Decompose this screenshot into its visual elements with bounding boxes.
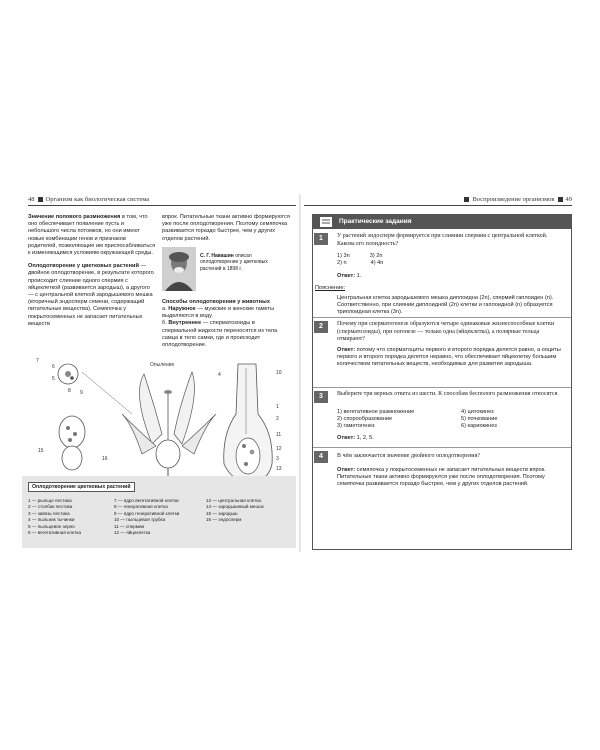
task-number-4: 4 xyxy=(314,451,328,463)
legend-item: 15 — зародыш xyxy=(206,510,238,516)
task-1-question: У растений эндосперм формируется при слиянии спермия с центральной клеткой. Какова его плоидность? xyxy=(337,233,548,247)
legend-column-1 xyxy=(28,498,81,536)
paragraph-continued: впрок. Питательные ткани активно формируются уже после оплодотворения. Поэтому семяпочка развивается гораздо быстрее, чем у других отделов растений. xyxy=(162,214,290,242)
fig-label-13: 13 xyxy=(276,466,282,472)
fig-label-11: 11 xyxy=(276,432,282,438)
paragraph-internal xyxy=(162,320,290,349)
figure-legend xyxy=(22,476,296,548)
term-bold: Значение полового размножения xyxy=(28,214,121,220)
left-header-rule xyxy=(28,205,296,206)
fig-label-6: 6 xyxy=(52,364,55,370)
fig-label-7: 7 xyxy=(36,358,39,364)
task-2-answer xyxy=(337,347,565,368)
list-prefix: б. xyxy=(162,320,169,327)
paragraph-text: — мужские и женские гаметы выделяются в воду. xyxy=(162,306,275,320)
legend-item: 8 — генеративная клетка xyxy=(114,504,168,510)
task-number-3: 3 xyxy=(314,391,328,403)
option: 1) вегетативное размножение xyxy=(337,409,415,415)
legend-item: 2 — столбик пестика xyxy=(28,504,73,510)
term-bold: Внутреннее xyxy=(168,320,202,327)
option: 6) кариокинез xyxy=(461,423,497,429)
right-running-head xyxy=(461,196,572,203)
practice-title: Практические задания xyxy=(339,218,412,225)
task-separator xyxy=(313,387,571,388)
task-3-answer xyxy=(337,435,565,442)
right-running-title: Воспроизведение организмов xyxy=(472,196,555,203)
pencil-icon xyxy=(319,216,333,228)
task-4-question: В чём заключается значение двойного оплодотворения? xyxy=(337,453,480,459)
left-running-head xyxy=(28,196,149,203)
legend-item: 7 — ядро вегетативной клетки xyxy=(114,498,179,503)
legend-item: 9 — ядро генеративной клетки xyxy=(114,510,180,516)
task-4-answer xyxy=(337,467,565,488)
legend-item: 6 — вегетативная клетка xyxy=(28,530,82,536)
portrait-image xyxy=(162,247,196,291)
left-page xyxy=(22,194,300,552)
left-running-title: Организм как биологическая система xyxy=(45,196,150,203)
portrait-caption-text: описал оплодотворение у цветковых растений в 1898 г. xyxy=(200,252,268,272)
paragraph-text: — сперматозоиды в спермальной жидкости переносятся из тела самца в тело самки, где и происходит оплодотворение. xyxy=(162,320,278,349)
legend-item: 12 — яйцеклетка xyxy=(114,530,151,536)
paragraph-text: — двойное оплодотворение, в результате которого происходит слияние одного спермия с яйцеклеткой (развивается зародыш), а другого — с центральной клеткой зародышевого мешка (вторичный эндосперм семени, содержащий питательные вещества). Семяпочка у покрытосеменных не запасает питательных веществ xyxy=(28,263,154,327)
task-number-1: 1 xyxy=(314,233,328,245)
task-3-question: Выберите три верных ответа из шести. К способам бесполого размножения относятся xyxy=(337,391,558,397)
legend-column-2 xyxy=(114,498,179,536)
paragraph-plant-fertilization xyxy=(28,263,156,328)
fig-label-12: 12 xyxy=(276,446,282,452)
answer-label: Ответ: xyxy=(337,435,356,441)
option: 2) спорообразование xyxy=(337,416,393,422)
answer-text: 1, 2, 5. xyxy=(355,435,374,441)
practice-box xyxy=(312,214,572,550)
option: 3) 2n xyxy=(369,253,383,259)
portrait-block xyxy=(162,247,290,293)
fertilization-diagram xyxy=(32,354,294,486)
fig-label-16: 16 xyxy=(102,456,108,462)
paragraph-text: в том, что оно обеспечивает появление пусть и небольшого числа потомков, но они имеют новые комбинации генов и признаков родителей, позволяющие им приспосабливаться к изменяющимся условиям окружающей среды. xyxy=(28,214,156,257)
option: 2) n xyxy=(337,260,347,266)
legend-item: 4 — пыльник тычинки xyxy=(28,517,75,523)
legend-item: 1 — рыльце пестика xyxy=(28,498,72,503)
right-page-number: 49 xyxy=(565,196,572,203)
legend-item: 3 — завязь пестика xyxy=(28,510,70,516)
paragraph-sexual-reproduction xyxy=(28,214,156,257)
square-icon xyxy=(558,197,563,202)
fig-label-pollination: Опыление xyxy=(150,362,175,368)
task-1-explanation-label: Пояснение: xyxy=(315,285,346,291)
fig-label-15: 15 xyxy=(38,448,44,454)
term-bold: Оплодотворение у цветковых растений xyxy=(28,263,139,270)
left-page-number: 48 xyxy=(28,196,35,203)
legend-item: 11 — спермии xyxy=(114,523,145,529)
task-3-options xyxy=(337,409,565,430)
option: 3) гаметогенез xyxy=(337,423,375,429)
fig-label-1: 1 xyxy=(276,404,279,410)
portrait-name: С. Г. Навашин xyxy=(200,252,234,259)
option: 1) 3n xyxy=(337,253,350,259)
fig-label-5: 5 xyxy=(52,376,55,382)
left-column-2 xyxy=(162,214,290,349)
square-icon xyxy=(464,197,469,202)
legend-item: 5 — пыльцевое зерно xyxy=(28,523,75,529)
task-number-2: 2 xyxy=(314,321,328,333)
legend-column-3 xyxy=(206,498,264,524)
task-1-explanation: Центральная клетка зародышевого мешка диплоидна (2n), спермий гаплоиден (n). Соответственно, при слиянии диплоидной (2n) клетки и гаплоидной (n) образуется триплоидная клетка (3n). xyxy=(337,295,554,315)
right-header-rule xyxy=(304,205,572,206)
book-spread xyxy=(22,194,578,552)
task-1-answer xyxy=(337,273,565,280)
answer-text: 1. xyxy=(355,273,362,279)
term-bold: Наружное xyxy=(168,306,196,313)
fig-label-10: 10 xyxy=(276,370,282,376)
fig-label-2: 2 xyxy=(276,416,279,422)
fig-label-3: 3 xyxy=(276,456,279,462)
fig-label-8: 8 xyxy=(68,388,71,394)
paragraph-external xyxy=(162,306,290,320)
fig-label-9: 9 xyxy=(80,390,83,396)
fig-label-4: 4 xyxy=(218,372,221,378)
answer-text: потому что сперматоциты первого и второго порядка делятся равно, а ооциты первого и второго порядка делятся неравно, что обеспечивает яйцеклетку большим количеством питательных веществ, необходимых для развития зародыша. xyxy=(337,347,561,367)
option: 4) 4n xyxy=(370,260,384,266)
answer-label: Ответ: xyxy=(337,273,356,279)
task-2-question: Почему при сперматогенезе образуются четыре одинаковые жизнеспособные клетки (сперматозоиды), при оогенезе — только одна (яйцеклетка), а полярные тельца отмирают? xyxy=(337,321,555,343)
list-prefix: а. xyxy=(162,306,169,313)
section-heading-animals: Способы оплодотворения у животных xyxy=(162,298,270,305)
task-1-options xyxy=(337,253,427,267)
legend-item: 13 — центральная клетка xyxy=(206,498,261,503)
option: 5) почкование xyxy=(461,416,498,422)
answer-label: Ответ: xyxy=(337,347,356,353)
right-page xyxy=(300,194,578,552)
legend-title: Оплодотворение цветковых растений xyxy=(28,482,135,492)
task-separator xyxy=(313,317,571,318)
practice-header xyxy=(313,215,571,229)
legend-item: 16 — эндосперм xyxy=(206,517,242,523)
left-column-1 xyxy=(28,214,156,328)
answer-label: Ответ: xyxy=(337,467,356,473)
portrait-caption xyxy=(200,253,288,272)
answer-text: семяпочка у покрытосеменных не запасает питательных веществ впрок. Питательные ткани активно формируются уже после оплодотворения. Поэтому семяпочка развивается гораздо быстрее, чем у других отделов растений. xyxy=(337,467,546,487)
task-separator xyxy=(313,447,571,448)
legend-item: 10 — пыльцевая трубка xyxy=(114,517,166,523)
option: 4) цитокинез xyxy=(461,409,494,415)
square-icon xyxy=(38,197,43,202)
legend-item: 14 — зародышевый мешок xyxy=(206,504,264,510)
